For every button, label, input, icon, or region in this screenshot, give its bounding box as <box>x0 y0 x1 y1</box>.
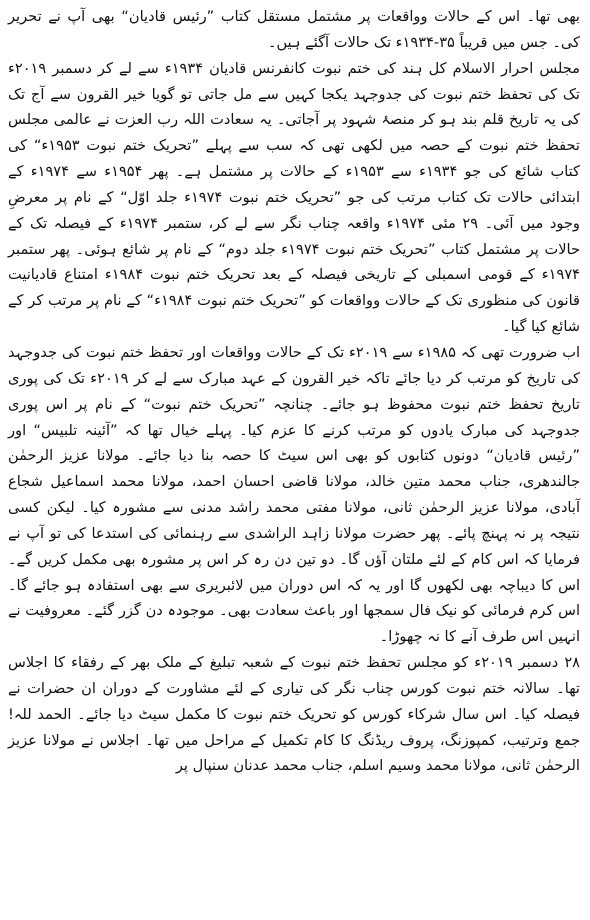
paragraph-meeting-december: ۲۸ دسمبر ۲۰۱۹ء کو مجلس تحفظ ختم نبوت کے شعبہ تبلیغ کے ملک بھر کے رفقاء کا اجلاس تھا۔ سالانہ ختم نبوت کورس چناب نگر کی تیاری کے لئے مشاورت کے دوران ان حضرات نے فیصلہ کیا۔ اس سال شرکاء کورس کو تحریک ختم نبوت کا مکمل سیٹ دیا جائے۔ الحمد للہ! جمع وترتیب، کمپوزنگ، پروف ریڈنگ کا کام تکمیل کے مراحل میں تھا۔ اجلاس نے مولانا عزیز الرحمٰن ثانی، مولانا محمد وسیم اسلم، جناب محمد عدنان سنپال پر <box>8 654 581 775</box>
paragraph-compilation-plan: اب ضرورت تھی کہ ۱۹۸۵ء سے ۲۰۱۹ء تک کے حالات وواقعات اور تحفظ ختم نبوت کی جدوجہد کی تاریخ کو مرتب کر دیا جائے تاکہ خیر القرون کے عہد مبارک سے لے کر ۲۰۱۹ء تک کی پوری تاریخ تحفظ ختم نبوت محفوظ ہو جائے۔ چنانچہ ”تحریک ختم نبوت“ کے نام پر اس پوری جدوجہد کی مبارک یادوں کو مرتب کرنے کا عزم کیا۔ پہلے خیال تھا کہ ”آئینہ تلبیس“ اور ”رئیس قادیان“ دونوں کتابوں کو بھی اس سیٹ کا حصہ بنا دیا جائے۔ مولانا عزیز الرحمٰن جالندھری، جناب محمد متین خالد، مولانا قاضی احسان احمد، مولانا محمد اسماعیل شجاع آبادی، مولانا عزیز الرحمٰن ثانی، مولانا مفتی محمد راشد مدنی سے مشورہ کیا۔ لیکن کسی نتیجہ پر نہ پہنچ پائے۔ پھر حضرت مولانا زاہد الراشدی سے رہنمائی کی استدعا کی تو آپ نے فرمایا کہ اس کام کے لئے ملتان آؤں گا۔ دو تین دن رہ کر اس پر مشورہ بھی مکمل کریں گے۔ اس کا دیباچہ بھی لکھوں گا اور یہ کہ اس دوران میں لائبریری سے بھی استفادہ ہو جائے گا۔ اس کرم فرمائی کو نیک فال سمجھا اور باعث سعادت بھی۔ موجودہ دن گزر گئے۔ معروفیت نے انہیں اس طرف آنے کا نہ چھوڑا۔ <box>8 343 581 646</box>
paragraph-majlis-ahrar: مجلس احرار الاسلام کل ہند کی ختم نبوت کانفرنس قادیان ۱۹۳۴ء سے لے کر دسمبر ۲۰۱۹ء تک کی تحفظ ختم نبوت کی جدوجہد یکجا کہیں سے مل جاتی تو گویا خیر القرون سے آج تک کی یہ تاریخ قلم بند ہو کر منصۂ شہود پر آجاتی۔ یہ سعادت اللہ رب العزت نے عالمی مجلس تحفظ ختم نبوت کے حصہ میں لکھی تھی کہ سب سے پہلے ”تحریک ختم نبوت ۱۹۵۳ء“ کی کتاب شائع کی جو ۱۹۳۴ء سے ۱۹۵۳ء کے حالات پر مشتمل ہے۔ پھر ۱۹۵۴ء سے ۱۹۷۴ء کے ابتدائی حالات تک کتاب مرتب کی جو ”تحریک ختم نبوت ۱۹۷۴ء جلد اوّل“ کے نام پر معرضِ وجود میں آئی۔ ۲۹ مئی ۱۹۷۴ء واقعہ چناب نگر سے لے کر، ستمبر ۱۹۷۴ء کے فیصلہ تک کے حالات پر مشتمل کتاب ”تحریک ختم نبوت ۱۹۷۴ء جلد دوم“ کے نام پر شائع ہوئی۔ پھر ستمبر ۱۹۷۴ء کے قومی اسمبلی کے تاریخی فیصلہ کے بعد تحریک ختم نبوت ۱۹۸۴ء امتناع قادیانیت قانون کی منظوری تک کے حالات وواقعات کو ”تحریک ختم نبوت ۱۹۸۴ء“ کے نام پر مرتب کر کے شائع کیا گیا۔ <box>8 59 580 336</box>
paragraph-raees-qadian: بھی تھا۔ اس کے حالات وواقعات پر مشتمل مستقل کتاب ”رئیس قادیان“ بھی آپ نے تحریر کی۔ جس میں قریباً ۳۵-۱۹۳۴ء تک حالات آگئے ہیں۔ <box>8 8 580 51</box>
